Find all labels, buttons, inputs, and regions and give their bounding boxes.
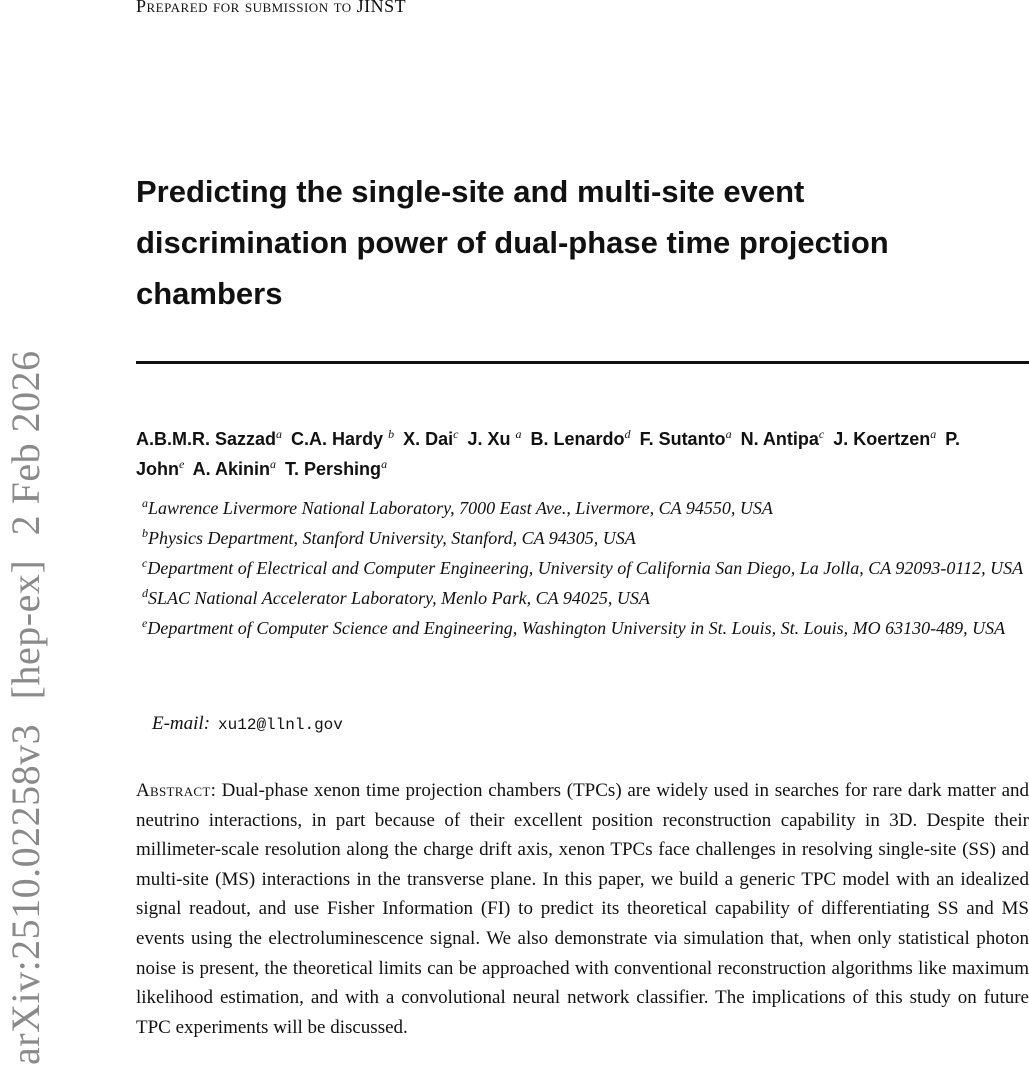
email-link[interactable]: xu12@llnl.gov: [218, 716, 343, 734]
paper-title: Predicting the single-site and multi-site event discrimination power of dual-phase time projection chambers: [136, 174, 889, 311]
affiliation: $^d$SLAC National Accelerator Laboratory, Menlo Park, CA 94025, USA: [142, 586, 650, 608]
author: N. Antipa$^c$: [740, 427, 825, 449]
affiliation: $^b$Physics Department, Stanford University, Stanford, CA 94305, USA: [142, 526, 636, 548]
title-divider: [136, 361, 1029, 364]
email-label: E-mail:: [152, 713, 211, 734]
author: J. Xu $^a$: [467, 427, 522, 449]
abstract-text: Dual-phase xenon time projection chambers (TPCs) are widely used in searches for rare dark matter and neutrino interactions, in part because of their excellent position reconstruction capability in 3D. Despite their millimeter-scale resolution along the charge drift axis, xenon TPCs face challenges in resolving single-site (SS) and multi-site (MS) interactions in the transverse plane. In this paper, we build a generic TPC model with an idealized signal readout, and use Fisher Information (FI) to predict its theoretical capability of differentiating SS and MS events using the electroluminescence signal. We also demonstrate via simulation that, when only statistical photon noise is present, the theoretical limits can be approached with conventional reconstruction algorithms like maximum likelihood estimation, and with a convolutional neural network classifier. The implications of this study on future TPC experiments will be discussed.: [136, 780, 1029, 1038]
affiliation: $^e$Department of Computer Science and Engineering, Washington University in St. Louis, St. Louis, MO 63130-489, USA: [142, 616, 1006, 638]
affiliation: $^a$Lawrence Livermore National Laboratory, 7000 East Ave., Livermore, CA 94550, USA: [142, 496, 773, 518]
affiliation-list: [142, 494, 1029, 644]
affiliation: $^c$Department of Electrical and Computer Engineering, University of California San Diego, La Jolla, CA 92093-0112, USA: [142, 556, 1024, 578]
author-list: [136, 424, 996, 484]
abstract-label: Abstract: [136, 780, 211, 801]
author: J. Koertzen$^a$: [833, 427, 937, 449]
abstract: Abstract: Dual-phase xenon time projection chambers (TPCs) are widely used in searches for rare dark matter and neutrino interactions, in part because of their excellent position reconstruction capability in 3D. Despite their millimeter-scale resolution along the charge drift axis, xenon TPCs face challenges in resolving single-site (SS) and multi-site (MS) interactions in the transverse plane. In this paper, we build a generic TPC model with an idealized signal readout, and use Fisher Information (FI) to predict its theoretical capability of differentiating SS and MS events using the electroluminescence signal. We also demonstrate via simulation that, when only statistical photon noise is present, the theoretical limits can be approached with conventional reconstruction algorithms like maximum likelihood estimation, and with a convolutional neural network classifier. The implications of this study on future TPC experiments will be discussed.: [136, 780, 1029, 1038]
author: F. Sutanto$^a$: [639, 427, 732, 449]
corresponding-email: [152, 713, 343, 735]
arxiv-id: arXiv:2510.02258v3: [3, 723, 48, 1065]
author: B. Lenardo$^d$: [530, 427, 631, 449]
author: C.A. Hardy $^b$: [291, 427, 395, 449]
author: P. John$^e$: [136, 429, 960, 479]
author: A.B.M.R. Sazzad$^a$: [136, 427, 283, 449]
arxiv-sidebar-stamp: [2, 336, 49, 1065]
author: T. Pershing$^a$: [285, 457, 388, 479]
submission-note: Prepared for submission to JINST: [136, 0, 407, 16]
arxiv-date: 2 Feb 2026: [3, 350, 48, 536]
author: A. Akinin$^a$: [192, 457, 277, 479]
author: X. Dai$^c$: [403, 427, 459, 449]
arxiv-category: [hep-ex]: [3, 559, 48, 700]
